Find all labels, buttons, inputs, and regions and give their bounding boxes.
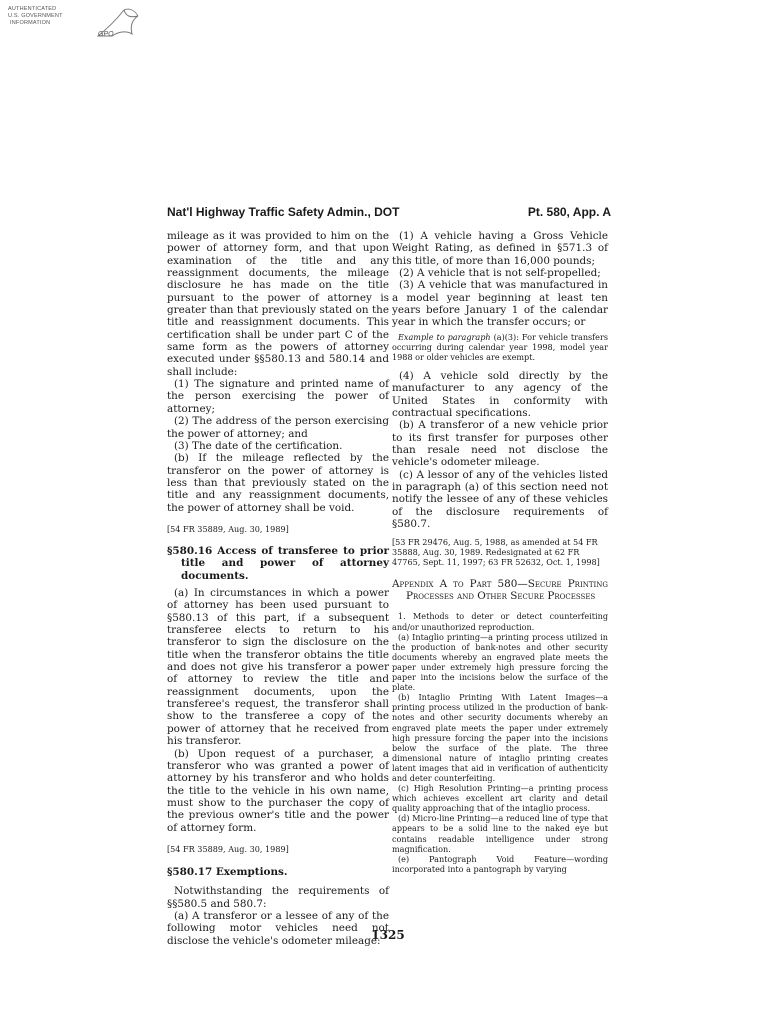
right-column (392, 230, 608, 874)
page-number: 1325 (371, 928, 405, 942)
paragraph: (b) If the mileage reflected by the transferor on the power of attorney is less than that previously stated on the title and any reassignment documents, the power of attorney shall be void. (167, 452, 389, 514)
appendix-heading: Appendix A to Part 580—Secure Printing Processes and Other Secure Processes (392, 577, 608, 603)
left-column (167, 230, 389, 947)
paragraph: (3) A vehicle that was manufactured in a model year beginning at least ten years before January 1 of the calendar year in which the transfer occurs; or (392, 279, 608, 329)
paragraph: (a) In circumstances in which a power of attorney has been used pursuant to §580.13 of this part, if a subsequent transferee elects to return to his transferor to sign the disclosure on the title when the transferor obtains the title and does not give his transferor a power of attorney to review the title and reassignment documents, upon the transferee's request, the transferor shall show to the transferee a copy of the power of attorney that he received from his transferor. (167, 587, 389, 748)
paragraph: (1) A vehicle having a Gross Vehicle Weight Rating, as defined in §571.3 of this title, of more than 16,000 pounds; (392, 230, 608, 267)
paragraph: Notwithstanding the requirements of §§580.5 and 580.7: (167, 885, 389, 910)
section-heading-580-16: §580.16 Access of transferee to prior title and power of attorney documents. (167, 545, 389, 582)
seal-text-line-3: INFORMATION (10, 20, 51, 26)
seal-gpo-mark: GPO (98, 31, 114, 38)
paragraph: (1) The signature and printed name of the person exercising the power of attorney; (167, 378, 389, 415)
paragraph: (4) A vehicle sold directly by the manufacturer to any agency of the United States in conformity with contractual specifications. (392, 370, 608, 420)
example-label: Example to paragraph (398, 331, 491, 342)
seal-text-line-1: AUTHENTICATED (8, 6, 57, 12)
paragraph: (b) A transferor of a new vehicle prior to its first transfer for purposes other than resale need not disclose the vehicle's odometer mileage. (392, 419, 608, 469)
example-text: (a)(3): For vehicle transfers occurring during calendar year 1998, model year 1988 or older vehicles are exempt. (392, 331, 608, 362)
citation: [54 FR 35889, Aug. 30, 1989] (167, 523, 289, 534)
paragraph: (2) The address of the person exercising the power of attorney; and (167, 415, 389, 440)
paragraph: (3) The date of the certification. (174, 439, 343, 452)
citation: [54 FR 35889, Aug. 30, 1989] (167, 843, 289, 854)
citation: [53 FR 29476, Aug. 5, 1988, as amended at 54 FR 35888, Aug. 30, 1989. Redesignated at 62 FR 47765, Sept. 11, 1997; 63 FR 52632, Oct. 1, 1998] (392, 536, 600, 567)
header-agency: Nat'l Highway Traffic Safety Admin., DOT (167, 205, 400, 219)
paragraph: (2) A vehicle that is not self-propelled; (399, 267, 601, 280)
seal-text-line-2: U.S. GOVERNMENT (8, 13, 63, 19)
paragraph: (c) A lessor of any of the vehicles listed in paragraph (a) of this section need not notify the lessee of any of these vehicles of the disclosure requirements of §580.7. (392, 468, 608, 531)
appendix-paragraph: (b) Intaglio Printing With Latent Images—a printing process utilized in the production of bank-notes and other security documents whereby an engraved plate meets the paper under extremely high pressure forcing the paper into the incisions below the surface of the plate. The three dimensional nature of intaglio printing creates latent images that aid in verification of authenticity and deter counterfeiting. (392, 692, 608, 783)
running-header (160, 205, 611, 221)
header-part: Pt. 580, App. A (527, 205, 611, 219)
appendix-paragraph: (e) Pantograph Void Feature—wording incorporated into a pantograph by varying (392, 853, 608, 874)
appendix-paragraph: (c) High Resolution Printing—a printing process which achieves excellent art clarity and detail quality approaching that of the intaglio process. (392, 783, 608, 814)
example-note (392, 332, 608, 362)
appendix-paragraph: (a) Intaglio printing—a printing process utilized in the production of bank-notes and other security documents whereby an engraved plate meets the paper under extremely high pressure forcing the paper into the incisions below the surface of the plate. (392, 631, 608, 693)
gpo-authentication-seal (6, 4, 146, 46)
appendix-paragraph: 1. Methods to deter or detect counterfeiting and/or unauthorized reproduction. (392, 611, 608, 632)
appendix-paragraph: (d) Micro-line Printing—a reduced line of type that appears to be a solid line to the naked eye but contains readable intelligence under strong magnification. (392, 813, 608, 854)
paragraph: (a) A transferor or a lessee of any of the following motor vehicles need not disclose the vehicle's odometer mileage: (167, 910, 389, 947)
paragraph: (b) Upon request of a purchaser, a transferor who was granted a power of attorney by his transferor and who holds the title to the vehicle in his own name, must show to the purchaser the copy of the previous owner's title and the power of attorney form. (167, 747, 389, 834)
paragraph: mileage as it was provided to him on the power of attorney form, and that upon examination of the title and any reassignment documents, the mileage disclosure he has made on the title pursuant to the power of attorney is greater than that previously stated on the title and reassignment documents. This certification shall be under part C of the same form as the powers of attorney executed under §§580.13 and 580.14 and shall include: (167, 230, 389, 378)
section-heading-580-17: §580.17 Exemptions. (167, 866, 288, 878)
